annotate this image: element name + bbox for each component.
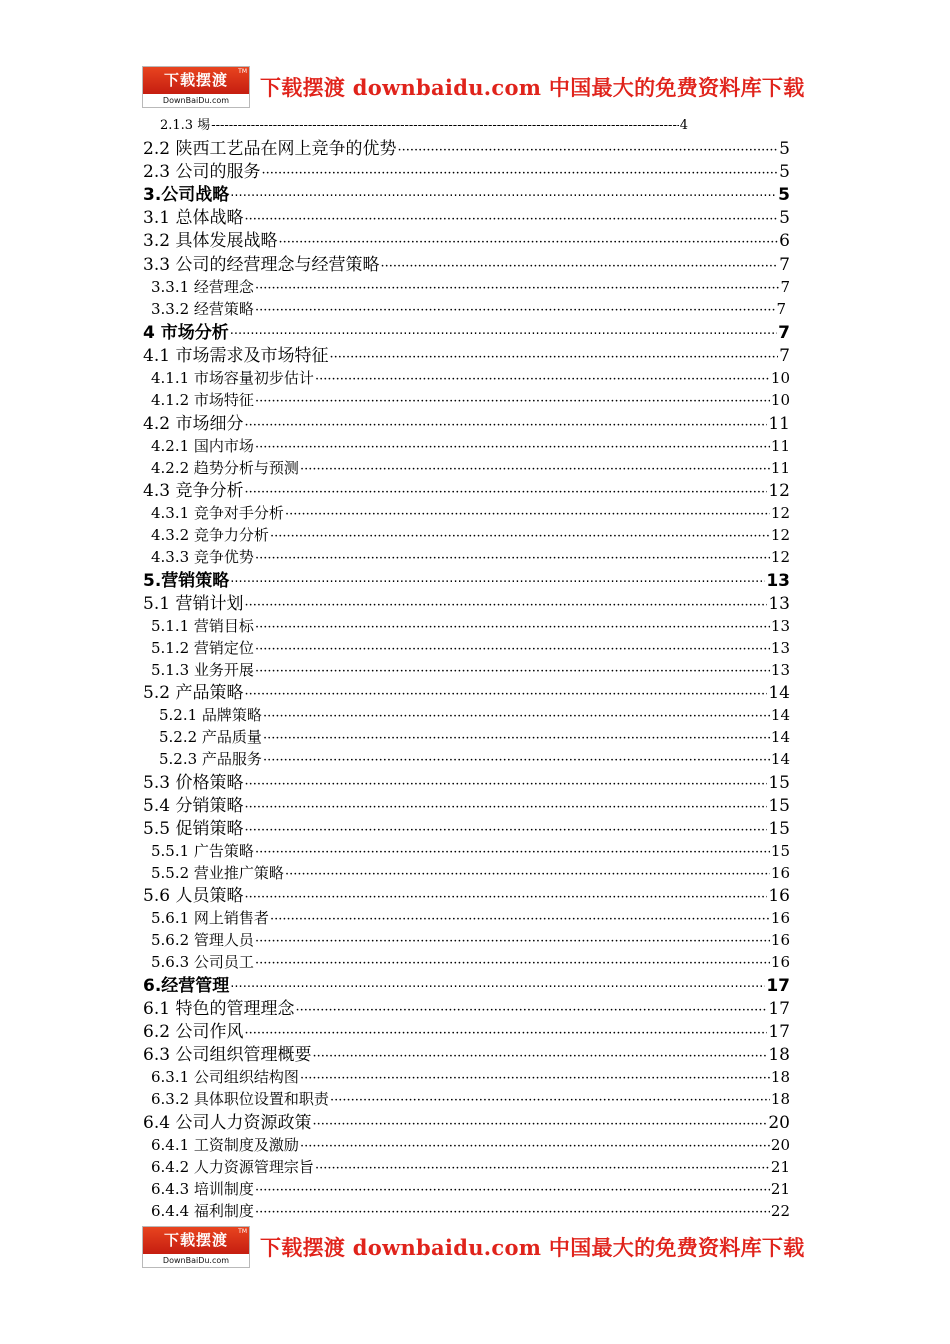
toc-leader: [295, 1004, 767, 1017]
toc-leader: [330, 1094, 770, 1107]
toc-entry[interactable]: [151, 439, 790, 454]
toc-entry-page: 13: [770, 617, 790, 635]
toc-entry[interactable]: [151, 1138, 790, 1153]
toc-entry-page: 12: [768, 481, 790, 501]
toc-entry-title: 4.2.1 国内市场: [151, 437, 254, 455]
toc-entry-page: 7: [780, 278, 790, 296]
logo-trademark: TM: [238, 68, 247, 75]
toc-entry-title: 5.2.2 产品质量: [159, 728, 262, 746]
toc-entry-page: 17: [766, 976, 790, 996]
toc-entry-title: 6.4 公司人力资源政策: [143, 1113, 312, 1133]
toc-entry-title: 3.1 总体战略: [143, 208, 244, 228]
toc-entry-title: 2.3 公司的服务: [143, 162, 261, 182]
toc-leader: [312, 1050, 767, 1063]
toc-entry-page: 20: [770, 1136, 790, 1154]
toc-leader: [300, 463, 770, 476]
toc-entry-title: 4.1.2 市场特征: [151, 391, 254, 409]
toc-entry-title: 5.6 人员策略: [143, 886, 244, 906]
toc-leader: [255, 846, 770, 859]
toc-entry-page: 20: [768, 1113, 790, 1133]
toc-entry[interactable]: [143, 141, 790, 158]
toc-entry-page: 5: [779, 139, 790, 159]
toc-entry[interactable]: [151, 866, 790, 881]
toc-entry[interactable]: [151, 371, 790, 386]
logo-text: 下载摆渡: [143, 1227, 249, 1254]
toc-entry-page: 15: [770, 842, 790, 860]
toc-leader: [255, 395, 770, 408]
toc-entry-title: 4.1 市场需求及市场特征: [143, 346, 329, 366]
toc-entry-page: 11: [770, 459, 790, 477]
logo-domain: DownBaiDu.com: [162, 1256, 230, 1265]
toc-leader: [270, 530, 770, 543]
toc-entry-title: 5.3 价格策略: [143, 773, 244, 793]
toc-leader: [255, 552, 770, 565]
toc-leader: [255, 1184, 770, 1197]
footer-slogan[interactable]: 下载摆渡 downbaidu.com 中国最大的免费资料库下载: [260, 1235, 805, 1260]
toc-entry-title: 4.1.1 市场容量初步估计: [151, 369, 314, 387]
toc-entry-page: 13: [770, 639, 790, 657]
toc-leader: [329, 351, 778, 364]
toc-entry-page: 16: [770, 931, 790, 949]
toc-entry-page: 14: [770, 728, 790, 746]
toc-entry-page: 16: [768, 886, 790, 906]
toc-entry[interactable]: [151, 461, 790, 476]
toc-entry-page: 16: [770, 953, 790, 971]
toc-entry[interactable]: [151, 280, 790, 295]
toc-entry-page: 5: [779, 208, 790, 228]
toc-leader: [397, 144, 778, 157]
toc-entry-page: 7: [778, 323, 790, 343]
toc-leader: [244, 824, 767, 837]
toc-entry-title: 6.4.1 工资制度及激励: [151, 1136, 299, 1154]
toc-leader: [230, 981, 765, 994]
toc-entry-page: 21: [770, 1158, 790, 1176]
toc-entry-title: 5.2 产品策略: [143, 683, 244, 703]
toc-entry-page: 18: [768, 1045, 790, 1065]
toc-entry-title: 4.3.3 竞争优势: [151, 548, 254, 566]
toc-entry[interactable]: [160, 119, 688, 132]
toc-entry[interactable]: [143, 1024, 790, 1041]
toc-entry-page: 14: [768, 683, 790, 703]
toc-entry[interactable]: [143, 1047, 790, 1064]
toc-entry-page: 13: [770, 661, 790, 679]
toc-entry-page: 11: [768, 414, 790, 434]
toc-leader: [263, 732, 770, 745]
toc-entry[interactable]: [143, 348, 790, 365]
toc-entry-page: 15: [768, 773, 790, 793]
toc-entry[interactable]: [151, 844, 790, 859]
toc-entry-page: 10: [770, 391, 790, 409]
toc-entry[interactable]: [143, 483, 790, 500]
toc-entry-page: 13: [766, 571, 790, 591]
toc-entry-page: 18: [770, 1090, 790, 1108]
toc-entry[interactable]: [143, 187, 790, 204]
toc-leader: [261, 167, 778, 180]
toc-entry-page: 18: [770, 1068, 790, 1086]
toc-entry-title: 4.2.2 趋势分析与预测: [151, 459, 299, 477]
toc-entry-title: 4.2 市场细分: [143, 414, 244, 434]
toc-entry[interactable]: [151, 550, 790, 565]
toc-leader: [244, 891, 767, 904]
toc-entry-page: 11: [770, 437, 790, 455]
toc-entry-title: 5.5 促销策略: [143, 819, 244, 839]
toc-entry-title: 5.1.1 营销目标: [151, 617, 254, 635]
toc-leader: [285, 508, 770, 521]
toc-entry-page: 7: [779, 346, 790, 366]
toc-leader: [244, 688, 767, 701]
toc-entry-page: 10: [770, 369, 790, 387]
toc-entry-title: 6.4.3 培训制度: [151, 1180, 254, 1198]
toc-entry[interactable]: [151, 1160, 790, 1175]
toc-leader: [255, 957, 770, 970]
toc-entry[interactable]: [143, 685, 790, 702]
toc-leader: [230, 576, 765, 589]
toc-entry-title: 3.3.2 经营策略: [151, 300, 254, 318]
toc-entry-page: 14: [770, 706, 790, 724]
toc-leader: [285, 868, 770, 881]
toc-entry[interactable]: [159, 708, 790, 723]
toc-leader: [255, 643, 770, 656]
toc-entry[interactable]: [151, 1182, 790, 1197]
toc-entry-title: 5.1.3 业务开展: [151, 661, 254, 679]
toc-leader: [244, 486, 767, 499]
toc-leader: [255, 282, 780, 295]
toc-entry-title: 5.1.2 营销定位: [151, 639, 254, 657]
toc-entry-title: 5.营销策略: [143, 571, 230, 591]
header-slogan[interactable]: 下载摆渡 downbaidu.com 中国最大的免费资料库下载: [260, 75, 805, 100]
toc-entry[interactable]: [143, 325, 790, 342]
toc-entry-title: 6.3.2 具体职位设置和职责: [151, 1090, 329, 1108]
toc-leader: [380, 260, 778, 273]
toc-leader: [255, 665, 770, 678]
toc-entry-title: 6.1 特色的管理理念: [143, 999, 295, 1019]
toc-leader: [244, 419, 767, 432]
toc-entry-title: 6.经营管理: [143, 976, 230, 996]
toc-entry[interactable]: [143, 257, 790, 274]
toc-leader: [255, 1206, 770, 1219]
toc-entry-title: 5.6.2 管理人员: [151, 931, 254, 949]
toc-entry-page: 16: [770, 864, 790, 882]
toc-entry[interactable]: [143, 821, 790, 838]
toc-entry-page: 17: [768, 999, 790, 1019]
toc-entry-page: 15: [768, 796, 790, 816]
toc-entry[interactable]: [151, 506, 790, 521]
toc-entry-page: 14: [770, 750, 790, 768]
toc-entry-title: 3.公司战略: [143, 185, 230, 205]
logo-trademark: TM: [238, 1228, 247, 1235]
toc-entry[interactable]: [151, 641, 790, 656]
logo-domain: DownBaiDu.com: [162, 96, 230, 105]
toc-entry[interactable]: [143, 775, 790, 792]
toc-entry[interactable]: [143, 888, 790, 905]
toc-entry-title: 5.6.1 网上销售者: [151, 909, 269, 927]
toc-leader: [255, 441, 770, 454]
toc-entry[interactable]: [151, 663, 790, 678]
toc-entry-page: 12: [770, 548, 790, 566]
toc-entry[interactable]: [151, 955, 790, 970]
toc-entry-page: 12: [770, 504, 790, 522]
toc-leader: [244, 778, 767, 791]
toc-leader: [255, 304, 776, 317]
toc-entry[interactable]: [151, 528, 790, 543]
toc-entry-title: 4.3.2 竞争力分析: [151, 526, 269, 544]
logo-text: 下载摆渡: [143, 67, 249, 94]
toc-leader: [255, 621, 770, 634]
toc-entry-title: 6.4.4 福利制度: [151, 1202, 254, 1220]
toc-leader: [244, 213, 778, 226]
toc-entry-page: 16: [770, 909, 790, 927]
toc-entry-title: 3.3 公司的经营理念与经营策略: [143, 255, 380, 275]
toc-entry[interactable]: [151, 933, 790, 948]
toc-entry[interactable]: [143, 416, 790, 433]
toc-leader: [244, 1027, 767, 1040]
toc-entry-page: 7: [776, 300, 786, 318]
toc-entry-title: 6.2 公司作风: [143, 1022, 244, 1042]
toc-entry-title: 5.5.1 广告策略: [151, 842, 254, 860]
toc-entry-page: 12: [770, 526, 790, 544]
toc-leader: [278, 236, 778, 249]
toc-entry-title: 5.2.1 品牌策略: [159, 706, 262, 724]
toc-entry-page: 17: [768, 1022, 790, 1042]
toc-entry-page: 6: [779, 231, 790, 251]
toc-entry-title: 5.5.2 营业推广策略: [151, 864, 284, 882]
toc-leader: [244, 801, 767, 814]
toc-entry[interactable]: [143, 596, 790, 613]
toc-entry-title: 6.3.1 公司组织结构图: [151, 1068, 299, 1086]
toc-entry-page: 21: [770, 1180, 790, 1198]
toc-entry[interactable]: [143, 798, 790, 815]
toc-entry-title: 5.2.3 产品服务: [159, 750, 262, 768]
toc-leader: [315, 373, 770, 386]
toc-entry-title: 5.6.3 公司员工: [151, 953, 254, 971]
toc-entry-page: 22: [770, 1202, 790, 1220]
toc-entry-page: 7: [779, 255, 790, 275]
toc-entry[interactable]: [159, 730, 790, 745]
toc-entry[interactable]: [151, 1070, 790, 1085]
toc-entry[interactable]: [143, 164, 790, 181]
site-logo[interactable]: [142, 1226, 250, 1268]
toc-leader: [300, 1140, 770, 1153]
toc-entry[interactable]: [151, 393, 790, 408]
toc-entry[interactable]: [143, 233, 790, 250]
toc-entry[interactable]: [151, 302, 786, 317]
toc-entry[interactable]: [159, 752, 790, 767]
toc-entry[interactable]: [143, 1001, 790, 1018]
toc-entry[interactable]: [151, 1204, 790, 1219]
toc-leader: [211, 119, 679, 132]
toc-entry-title: 4.3 竞争分析: [143, 481, 244, 501]
toc-entry-title: 6.3 公司组织管理概要: [143, 1045, 312, 1065]
toc-entry-page: 13: [768, 594, 790, 614]
footer-banner: [142, 1226, 805, 1268]
toc-entry[interactable]: [143, 210, 790, 227]
toc-leader: [270, 913, 770, 926]
toc-leader: [244, 599, 767, 612]
toc-leader: [230, 328, 777, 341]
toc-entry-title: 4.3.1 竞争对手分析: [151, 504, 284, 522]
toc-entry[interactable]: [143, 1115, 790, 1132]
toc-leader: [255, 935, 770, 948]
toc-entry-title: 3.3.1 经营理念: [151, 278, 254, 296]
toc-leader: [312, 1118, 767, 1131]
toc-entry-title: 2.2 陕西工艺品在网上竞争的优势: [143, 139, 397, 159]
toc-entry-title: 5.4 分销策略: [143, 796, 244, 816]
toc-entry[interactable]: [151, 911, 790, 926]
toc-leader: [263, 710, 770, 723]
toc-entry[interactable]: [143, 573, 790, 590]
toc-entry-title: 6.4.2 人力资源管理宗旨: [151, 1158, 314, 1176]
toc-entry-title: 2.1.3 埸: [160, 118, 211, 133]
toc-entry-page: 5: [778, 185, 790, 205]
toc-leader: [230, 190, 777, 203]
toc-entry-title: 4 市场分析: [143, 323, 229, 343]
toc-entry-page: 4: [679, 118, 688, 133]
toc-leader: [263, 754, 770, 767]
toc-entry[interactable]: [143, 978, 790, 995]
toc-entry-page: 5: [779, 162, 790, 182]
toc-entry-title: 3.2 具体发展战略: [143, 231, 278, 251]
toc-entry[interactable]: [151, 619, 790, 634]
toc-leader: [300, 1072, 770, 1085]
toc-leader: [315, 1162, 770, 1175]
toc-entry[interactable]: [151, 1092, 790, 1107]
toc-entry-title: 5.1 营销计划: [143, 594, 244, 614]
toc-entry-page: 15: [768, 819, 790, 839]
